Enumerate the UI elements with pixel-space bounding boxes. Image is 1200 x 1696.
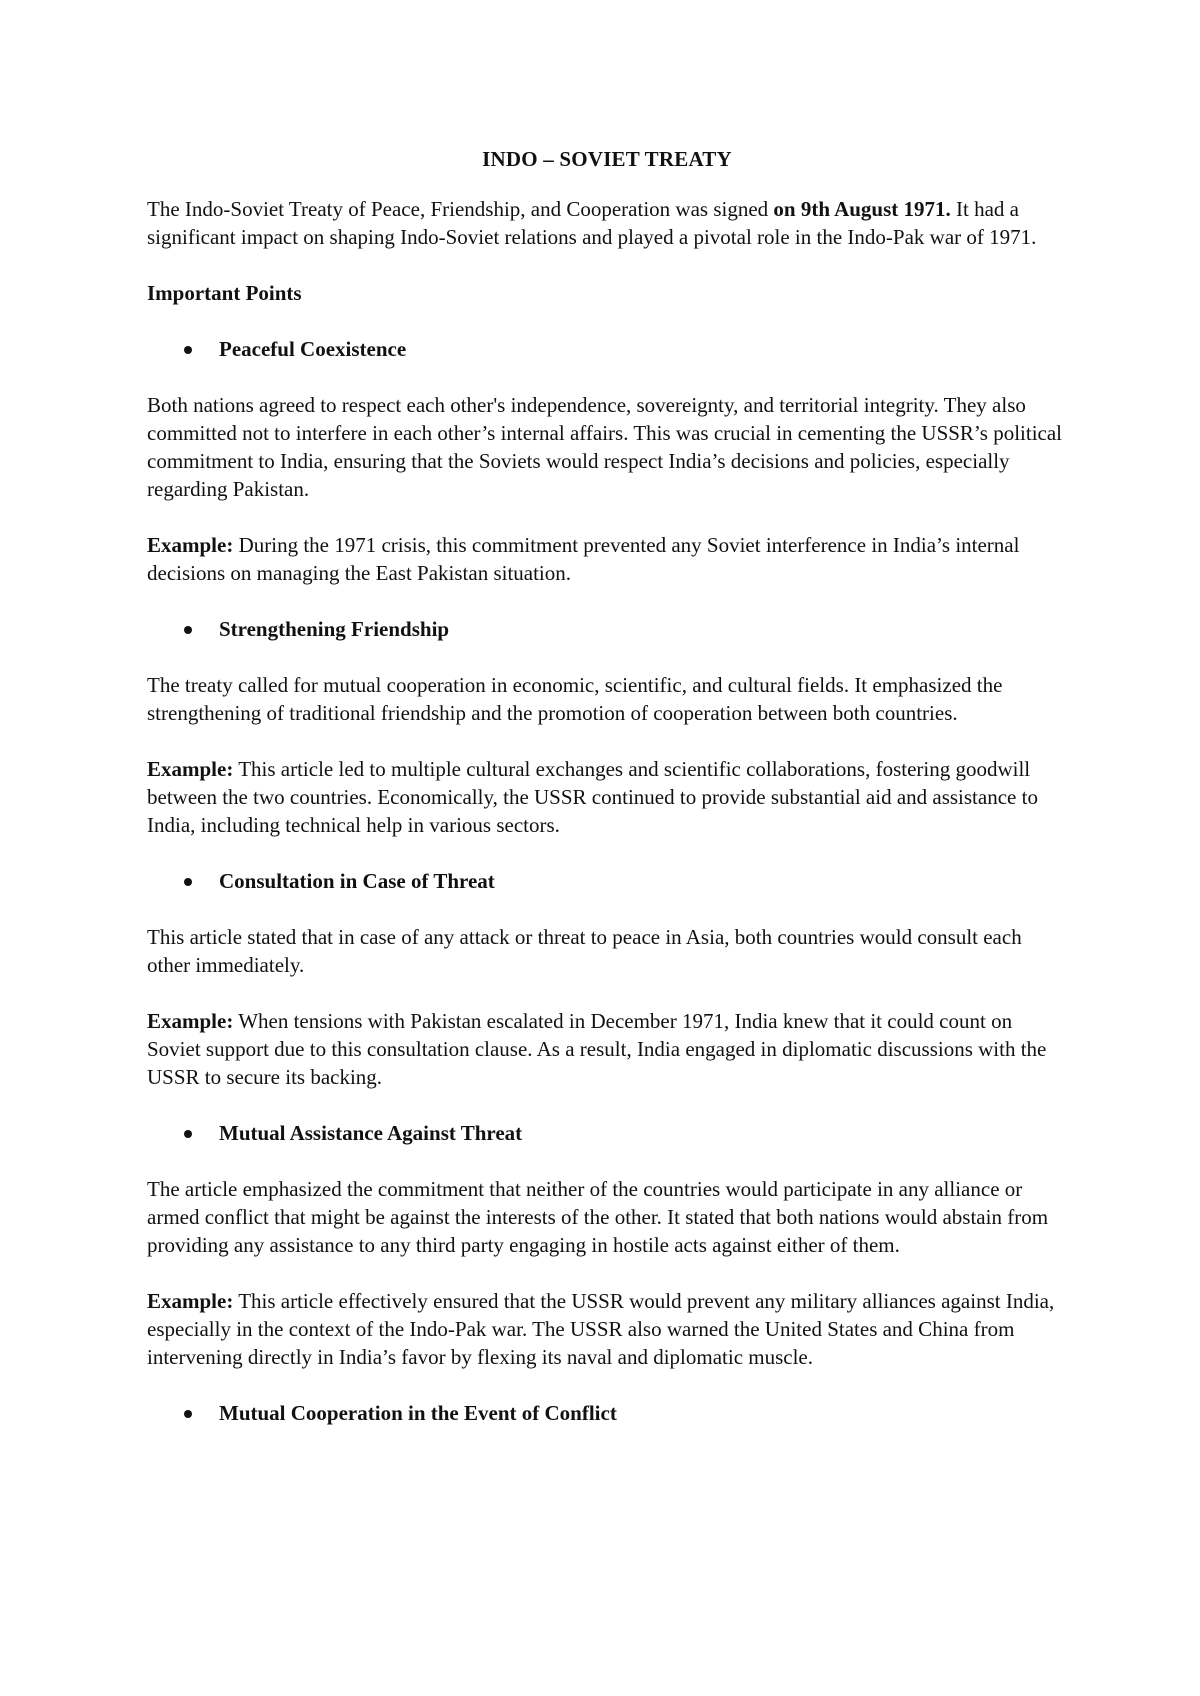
section-body: This article stated that in case of any attack or threat to peace in Asia, both countries would consult each other immediately. <box>147 925 1022 977</box>
section-heading-peaceful-coexistence <box>147 335 1067 363</box>
intro-bold-date: on 9th August 1971. <box>773 197 951 221</box>
section-heading-text: Mutual Assistance Against Threat <box>219 1121 523 1145</box>
section-heading-text: Consultation in Case of Threat <box>219 869 495 893</box>
section-heading-text: Peaceful Coexistence <box>219 337 407 361</box>
example-label: Example: <box>147 1009 234 1033</box>
section-body: The article emphasized the commitment that neither of the countries would participate in any alliance or armed conflict that might be against the interests of the other. It stated that both nations would abstain from providing any assistance to any third party engaging in hostile acts against either of them. <box>147 1177 1049 1257</box>
section-example <box>147 1007 1067 1091</box>
bullet-icon <box>184 878 192 886</box>
example-text: This article effectively ensured that the USSR would prevent any military alliances against India, especially in the context of the Indo-Pak war. The USSR also warned the United States and China from intervening directly in India’s favor by flexing its naval and diplomatic muscle. <box>147 1289 1055 1369</box>
section-heading-consultation-threat <box>147 867 1067 895</box>
section-heading-mutual-assistance <box>147 1119 1067 1147</box>
section-body: The treaty called for mutual cooperation in economic, scientific, and cultural fields. It emphasized the strengthening of traditional friendship and the promotion of cooperation between both countries. <box>147 673 1003 725</box>
example-label: Example: <box>147 1289 234 1313</box>
bullet-icon <box>184 1130 192 1138</box>
example-text: This article led to multiple cultural exchanges and scientific collaborations, fostering goodwill between the two countries. Economically, the USSR continued to provide substantial aid and assistance to India, including technical help in various sectors. <box>147 757 1038 837</box>
section-heading-strengthening-friendship <box>147 615 1067 643</box>
section-body: Both nations agreed to respect each other's independence, sovereignty, and territorial integrity. They also committed not to interfere in each other’s internal affairs. This was crucial in cementing the USSR’s political commitment to India, ensuring that the Soviets would respect India’s decisions and policies, especially regarding Pakistan. <box>147 393 1063 501</box>
intro-paragraph <box>147 195 1067 251</box>
section-example <box>147 531 1067 587</box>
section-example <box>147 1287 1067 1371</box>
section-heading-text: Strengthening Friendship <box>219 617 450 641</box>
example-label: Example: <box>147 533 234 557</box>
bullet-icon <box>184 626 192 634</box>
document-content <box>147 145 1067 1455</box>
page-title: INDO – SOVIET TREATY <box>482 147 732 171</box>
example-text: During the 1971 crisis, this commitment prevented any Soviet interference in India’s internal decisions on managing the East Pakistan situation. <box>147 533 1020 585</box>
intro-text-1: The Indo-Soviet Treaty of Peace, Friendship, and Cooperation was signed <box>147 197 774 221</box>
example-label: Example: <box>147 757 234 781</box>
section-heading-text: Mutual Cooperation in the Event of Conflict <box>219 1401 617 1425</box>
bullet-icon <box>184 1410 192 1418</box>
section-heading-mutual-cooperation <box>147 1399 1067 1427</box>
section-example <box>147 755 1067 839</box>
example-text: When tensions with Pakistan escalated in December 1971, India knew that it could count on Soviet support due to this consultation clause. As a result, India engaged in diplomatic discussions with the USSR to secure its backing. <box>147 1009 1047 1089</box>
bullet-icon <box>184 346 192 354</box>
important-points-heading: Important Points <box>147 281 302 305</box>
intro-text-2: It had a significant impact on shaping Indo-Soviet relations and played a pivotal role in the Indo-Pak war of 1971. <box>147 197 1037 249</box>
